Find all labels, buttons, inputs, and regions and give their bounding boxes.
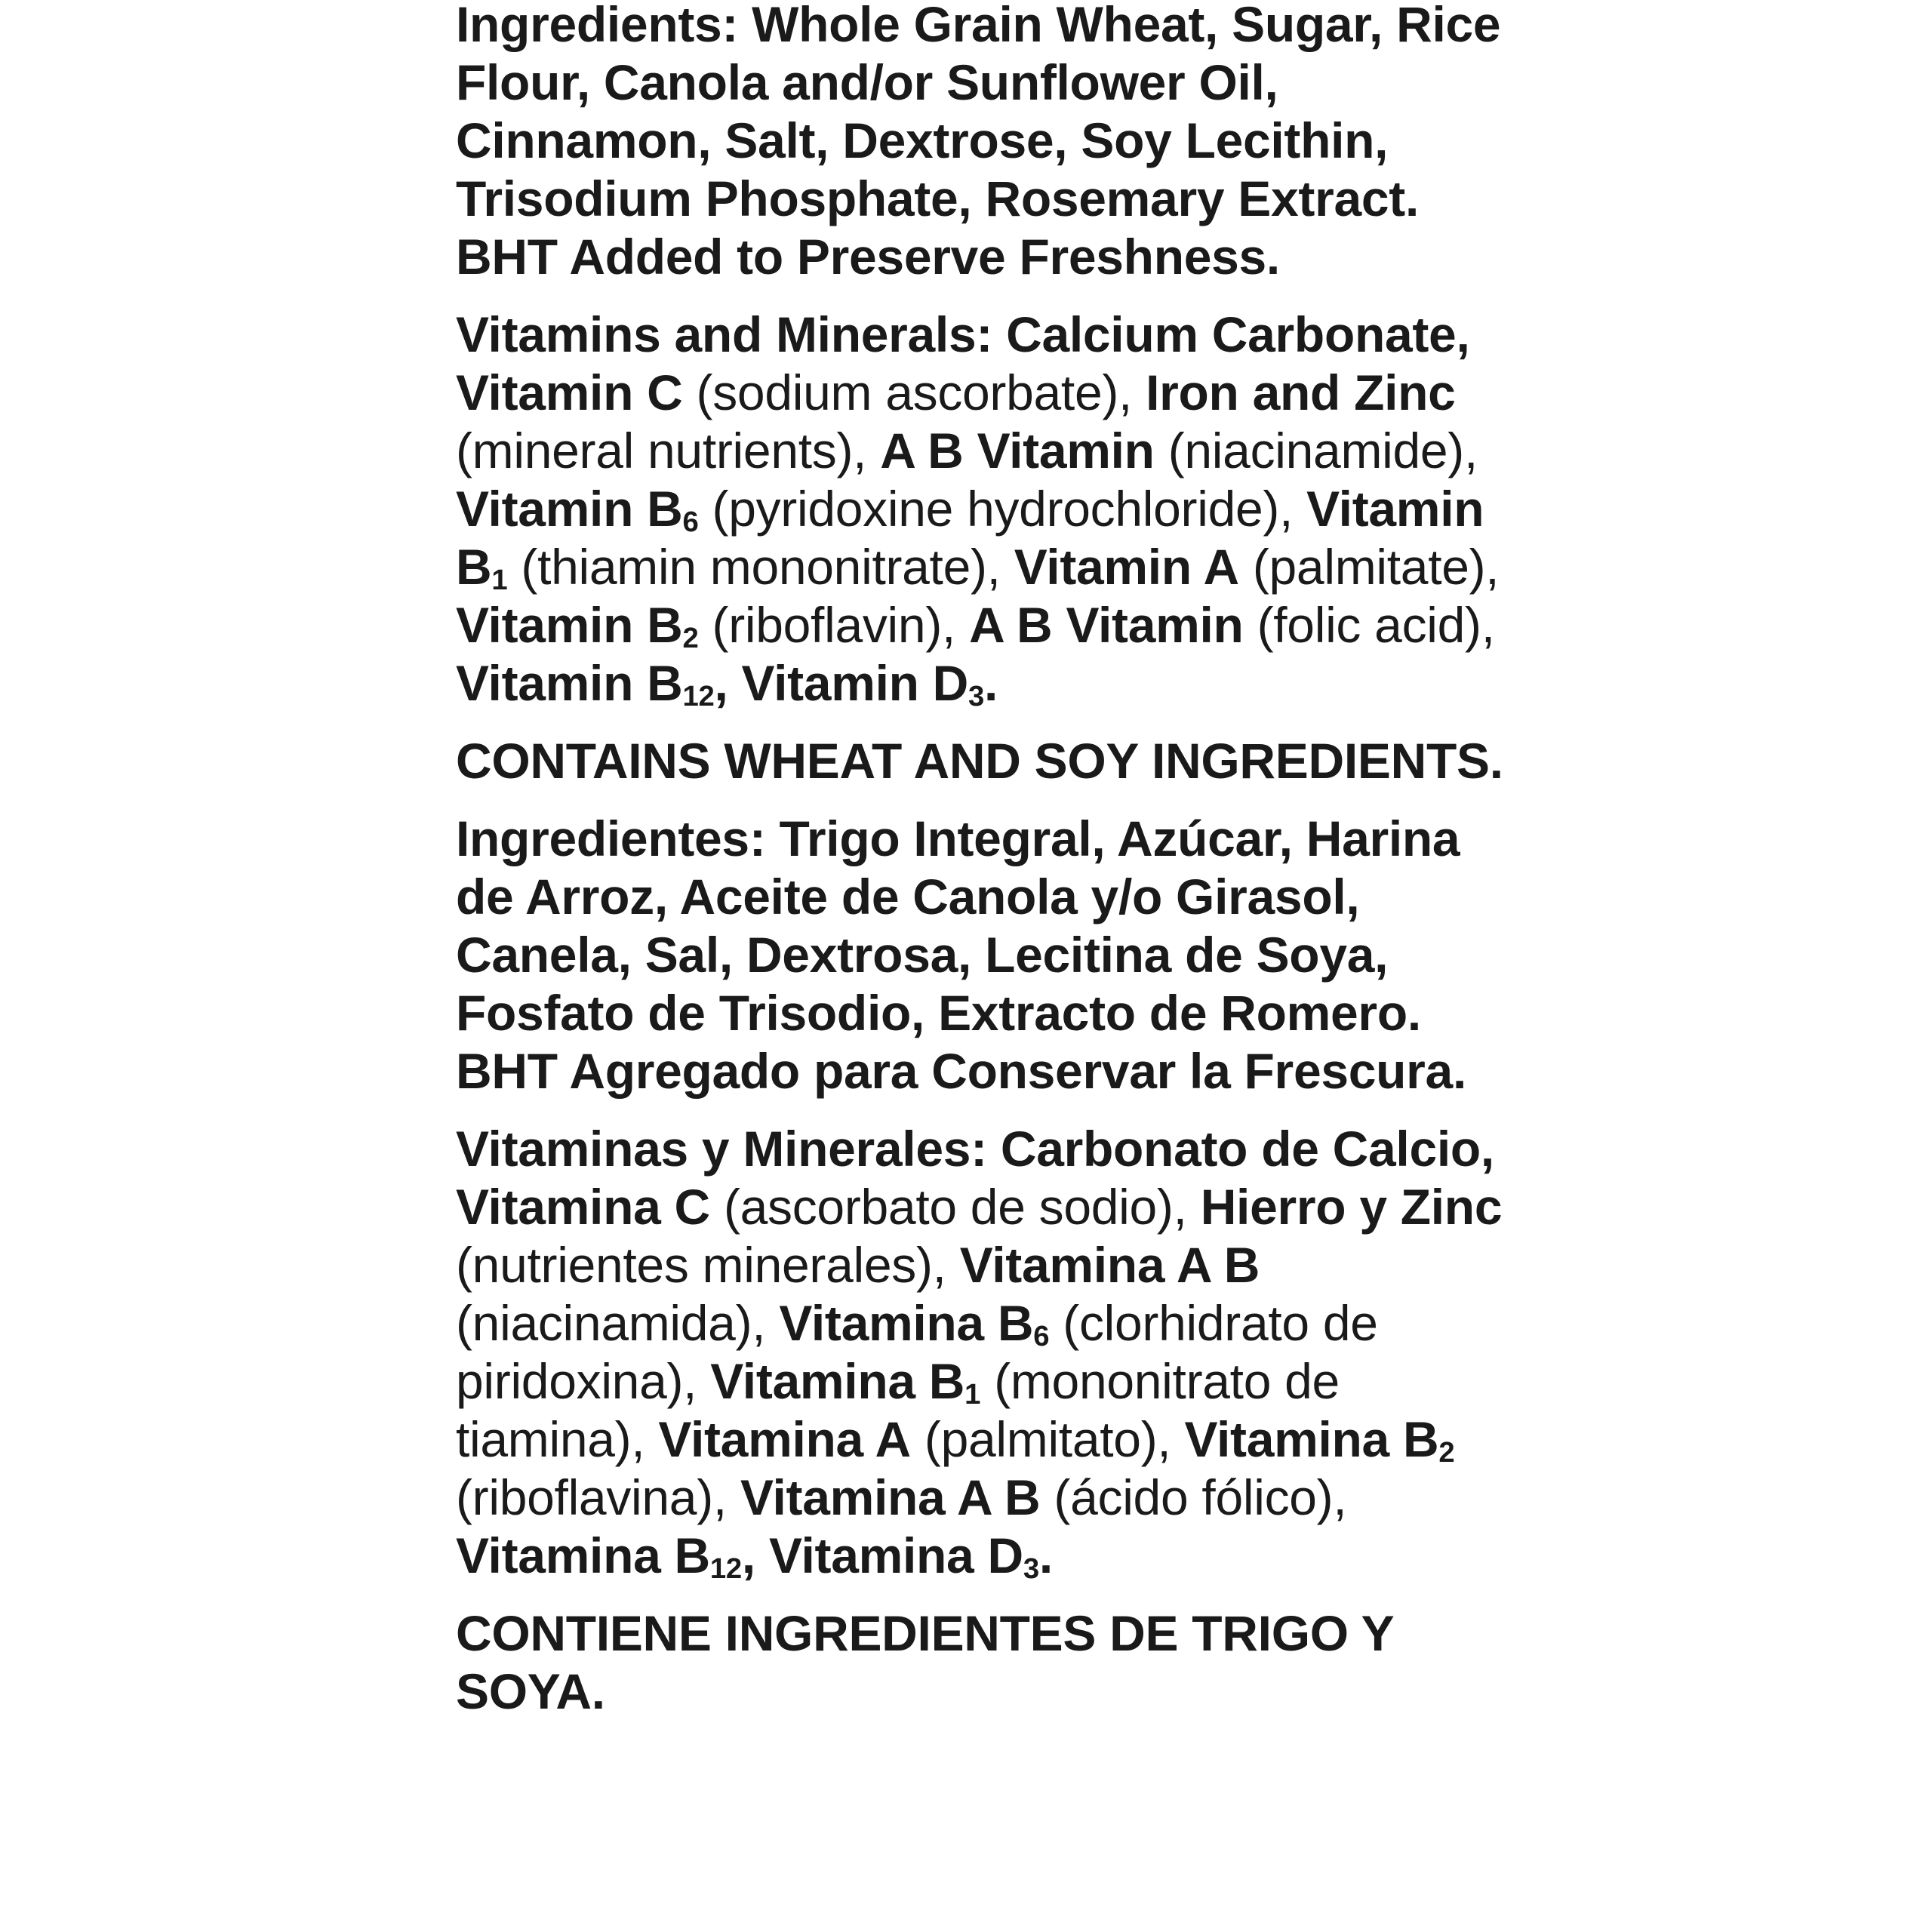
vitamin-source: (niacinamide), (1154, 423, 1478, 478)
vitamin-name: Vitamin D (741, 655, 969, 711)
ingredients-english: Ingredients: Whole Grain Wheat, Sugar, Rice Flour, Canola and/or Sunflower Oil, Cinnamon, Salt, Dextrose, Soy Lecithin, Trisodium Phosphate, Rosemary Extract. BHT Added to Preserve Freshness. (456, 0, 1501, 285)
vitamin-name: Vitamina B (456, 1527, 710, 1583)
vitamin-separator: , (714, 655, 742, 711)
vitamin-name: Vitamina A B (740, 1469, 1041, 1525)
vitamin-subscript: 6 (1033, 1319, 1050, 1352)
vitamin-name: Vitamina A (658, 1411, 911, 1467)
vitamin-source: (nutrientes minerales), (456, 1237, 960, 1293)
vitamin-source: (folic acid), (1243, 597, 1495, 653)
vitamin-source: (clorhidrato de piridoxina), (456, 1295, 1378, 1409)
vitamin-subscript: 12 (709, 1552, 742, 1585)
vitamin-subscript: 1 (491, 563, 508, 596)
vitamin-source: (sodium ascorbate), (682, 365, 1146, 420)
vitamin-source: (mineral nutrients), (456, 423, 881, 478)
vitamin-source: (ácido fólico), (1040, 1469, 1347, 1525)
vitamin-name: Vitamina B (779, 1295, 1034, 1351)
vitamin-source: (riboflavin), (698, 597, 970, 653)
vitamin-separator: , (741, 1527, 769, 1583)
vitamins-minerals-spanish (456, 1120, 1527, 1585)
vitamin-name: Vitamin B (456, 597, 683, 653)
vitamin-separator: . (984, 655, 998, 711)
vitamin-subscript: 3 (1023, 1552, 1039, 1585)
vitamin-name: Vitamina D (768, 1527, 1023, 1583)
vitamin-subscript: 3 (968, 679, 985, 712)
vitamin-name: Vitamins and Minerals: Calcium Carbonate, Vitamin C (456, 306, 1470, 420)
vitamin-name: Vitamina A B (959, 1237, 1260, 1293)
vitamin-subscript: 12 (682, 679, 715, 712)
vitamin-source: (palmitato), (910, 1411, 1185, 1467)
vitamin-source: (niacinamida), (456, 1295, 780, 1351)
vitamin-source: (mononitrato de tiamina), (456, 1353, 1340, 1467)
allergen-statement-spanish: CONTIENE INGREDIENTES DE TRIGO Y SOYA. (456, 1605, 1394, 1719)
allergen-statement-english: CONTAINS WHEAT AND SOY INGREDIENTS. (456, 733, 1503, 789)
ingredients-spanish: Ingredientes: Trigo Integral, Azúcar, Harina de Arroz, Aceite de Canola y/o Girasol, Canela, Sal, Dextrosa, Lecitina de Soya, Fosfato de Trisodio, Extracto de Romero. BHT Agregado para Conservar la Frescura. (456, 811, 1467, 1099)
vitamin-name: Vitamin B (456, 655, 683, 711)
vitamin-source: (riboflavina), (456, 1469, 740, 1525)
vitamin-name: Vitamin B (456, 481, 683, 537)
vitamin-name: Vitamina B (1184, 1411, 1439, 1467)
vitamin-name: Iron and Zinc (1146, 365, 1456, 420)
vitamin-name: Vitaminas y Minerales: Carbonato de Calcio, Vitamina C (456, 1121, 1494, 1235)
vitamin-name: Vitamin A (1014, 539, 1239, 595)
vitamin-name: Vitamina B (710, 1353, 965, 1409)
vitamin-subscript: 2 (682, 621, 699, 654)
vitamin-name: Hierro y Zinc (1200, 1179, 1503, 1235)
vitamins-minerals-english (456, 306, 1527, 712)
vitamin-subscript: 6 (682, 505, 699, 538)
vitamin-subscript: 2 (1438, 1435, 1455, 1469)
vitamin-name: A B Vitamin (880, 423, 1155, 478)
vitamin-source: (ascorbato de sodio), (709, 1179, 1201, 1235)
vitamin-source: (palmitate), (1238, 539, 1500, 595)
vitamin-separator: . (1038, 1527, 1053, 1583)
vitamin-name: A B Vitamin (969, 597, 1244, 653)
vitamin-source: (thiamin mononitrate), (507, 539, 1014, 595)
ingredient-label (456, 0, 1527, 1740)
vitamin-name: Vitamin B (456, 481, 1484, 595)
vitamin-subscript: 1 (964, 1377, 981, 1411)
vitamin-source: (pyridoxine hydrochloride), (698, 481, 1307, 537)
